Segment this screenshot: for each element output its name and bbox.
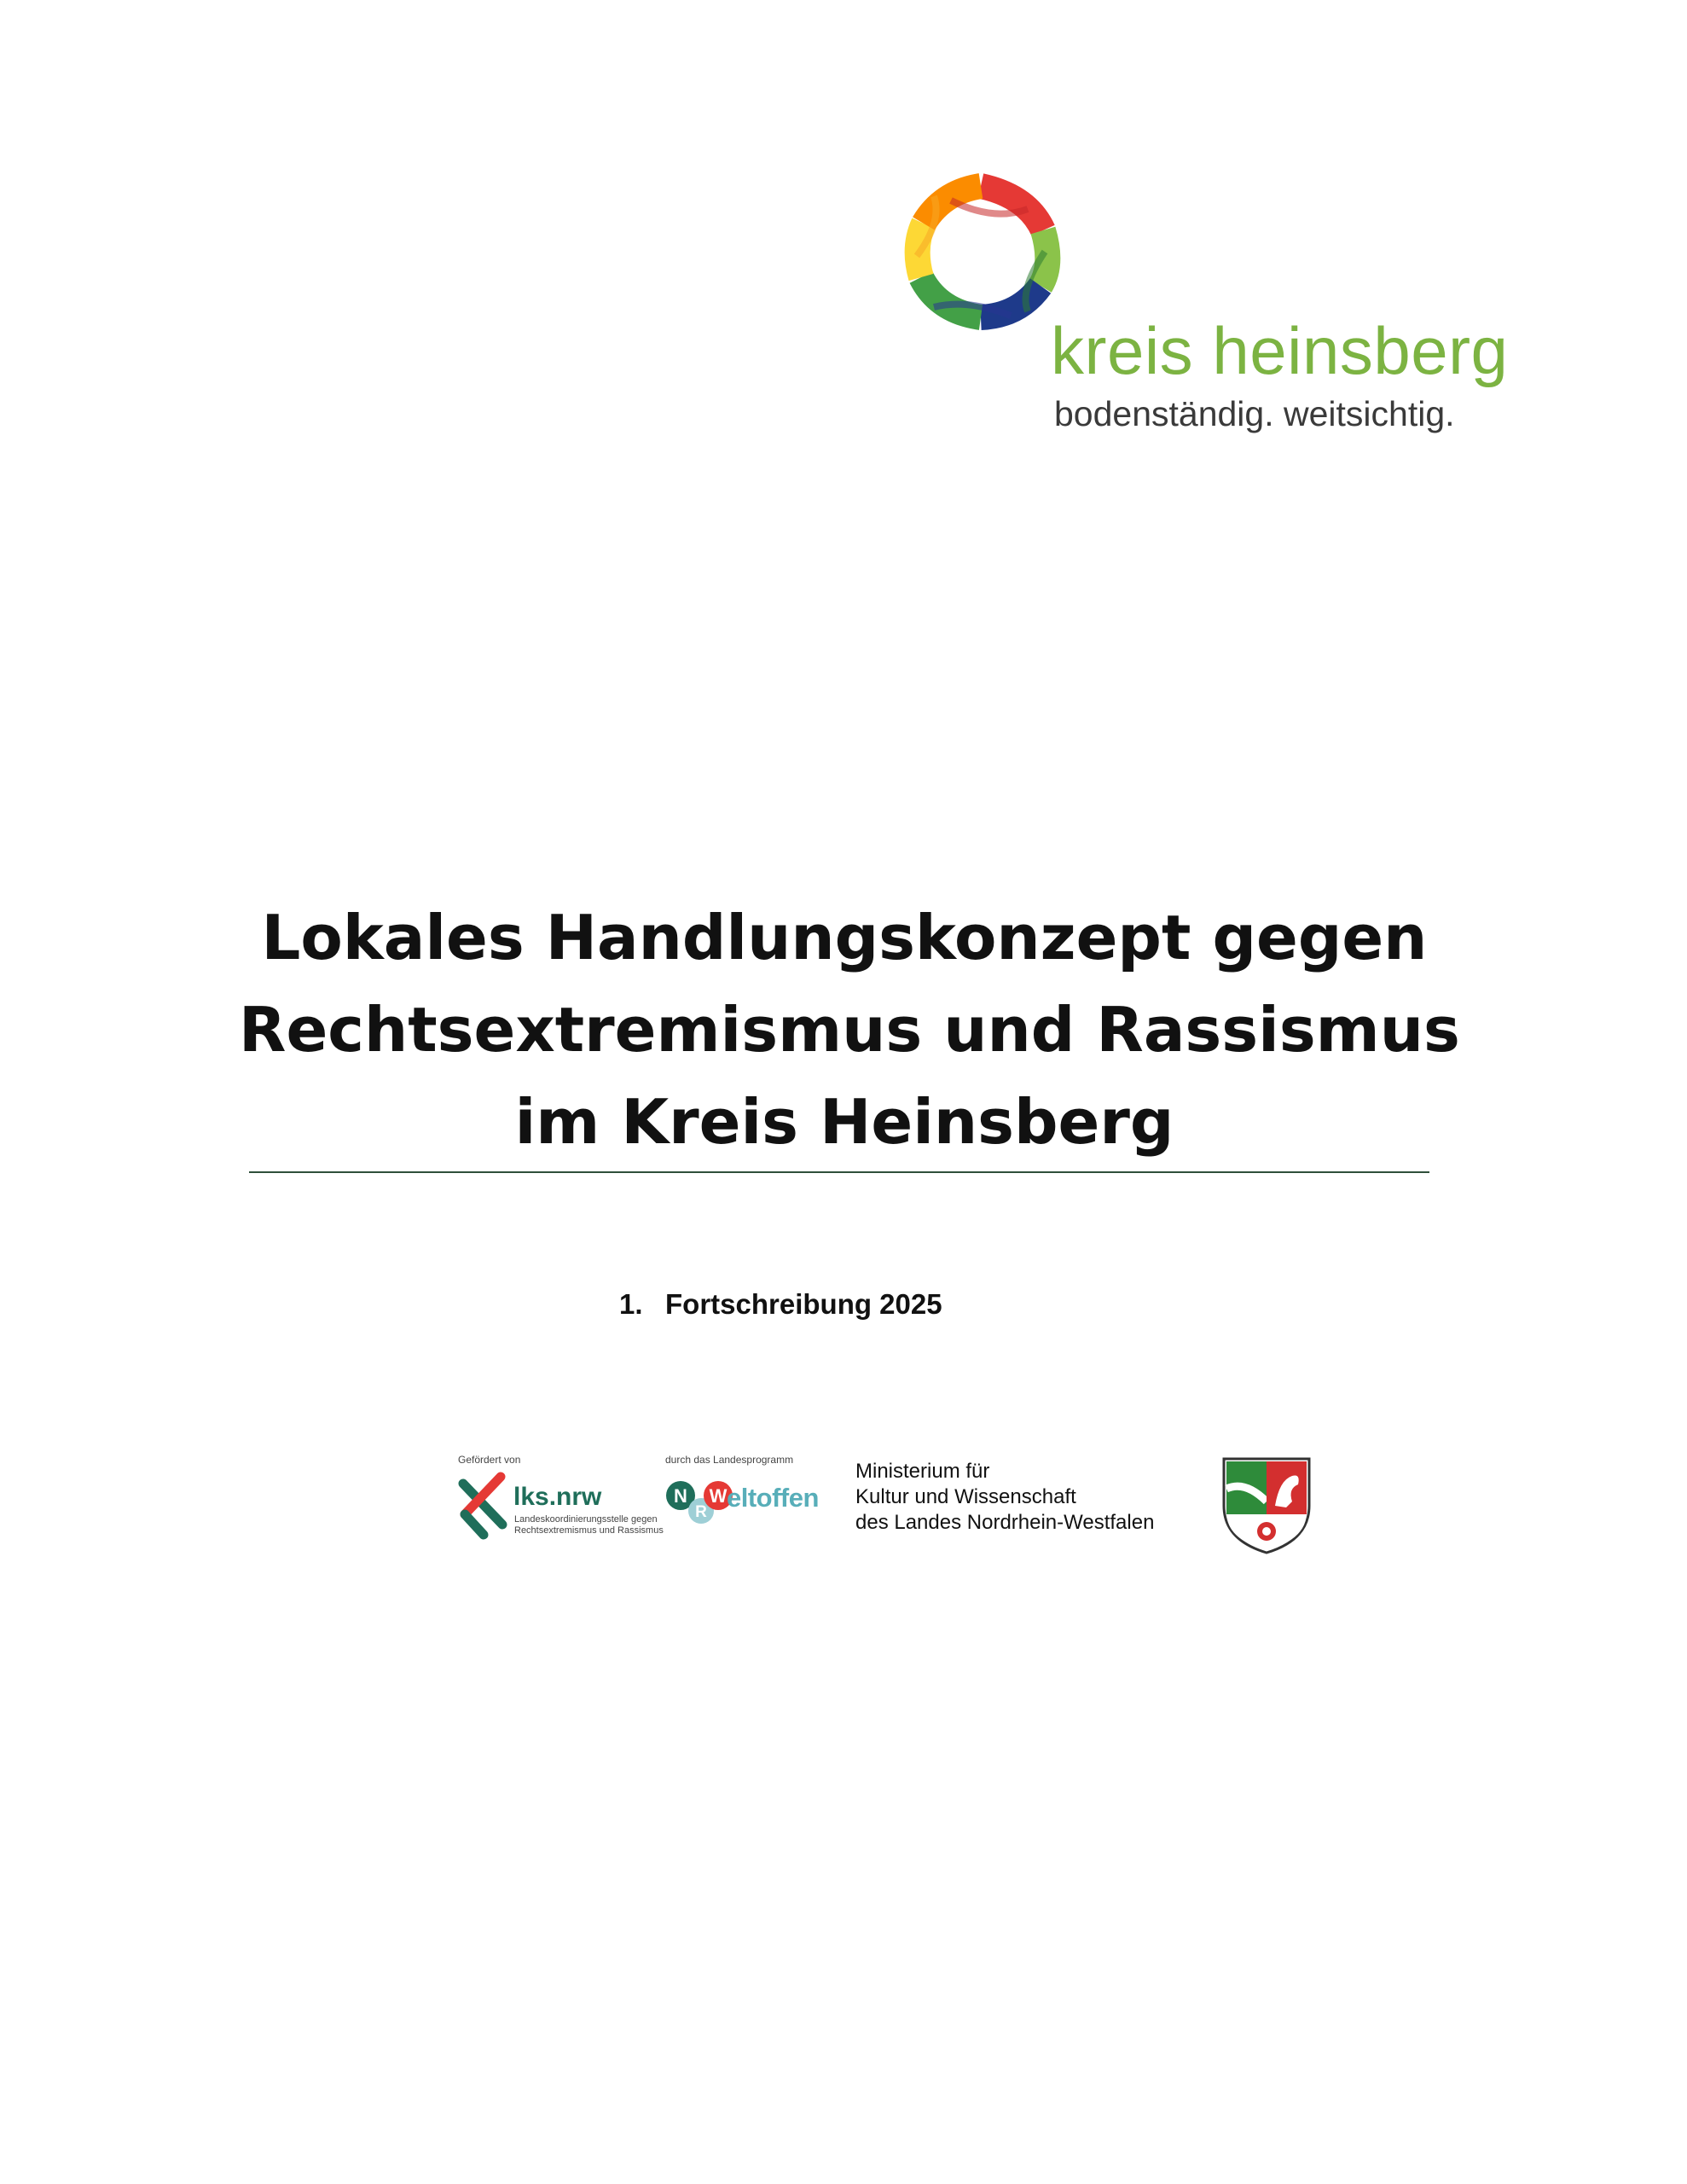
title-divider [249, 1171, 1429, 1173]
program-word: eltoffen [727, 1483, 819, 1513]
ministry-name [855, 1459, 1154, 1536]
ministry-line-1: Ministerium für [855, 1460, 990, 1483]
logo-name: kreis heinsberg [1051, 313, 1509, 388]
nrw-letter-r: R [695, 1503, 707, 1521]
document-title [239, 892, 1460, 1168]
lks-name: lks.nrw [513, 1483, 602, 1511]
lks-caption: Gefördert von [458, 1454, 521, 1466]
title-line-2: Rechtsextremismus und Rassismus [239, 994, 1460, 1066]
program-caption: durch das Landesprogramm [665, 1454, 794, 1466]
nrw-letter-w: W [709, 1485, 728, 1507]
subtitle-number: 1. [619, 1288, 643, 1320]
kreis-heinsberg-ring-logo-icon [900, 171, 1062, 333]
title-line-3: im Kreis Heinsberg [514, 1086, 1174, 1158]
title-line-1: Lokales Handlungskonzept gegen [261, 902, 1428, 973]
subtitle-text: Fortschreibung 2025 [665, 1288, 942, 1320]
lks-description [514, 1514, 668, 1536]
ministry-line-2: Kultur und Wissenschaft [855, 1485, 1076, 1508]
nrw-letter-n: N [674, 1485, 687, 1507]
logo-tagline: bodenständig. weitsichtig. [1054, 394, 1455, 433]
lks-x-mark-icon [458, 1472, 509, 1540]
lks-desc-line-1: Landeskoordinierungsstelle gegen [514, 1514, 658, 1525]
nrw-coat-of-arms-icon [1220, 1455, 1313, 1557]
lks-desc-line-2: Rechtsextremismus und Rassismus [514, 1525, 664, 1536]
ministry-line-3: des Landes Nordrhein-Westfalen [855, 1511, 1155, 1534]
